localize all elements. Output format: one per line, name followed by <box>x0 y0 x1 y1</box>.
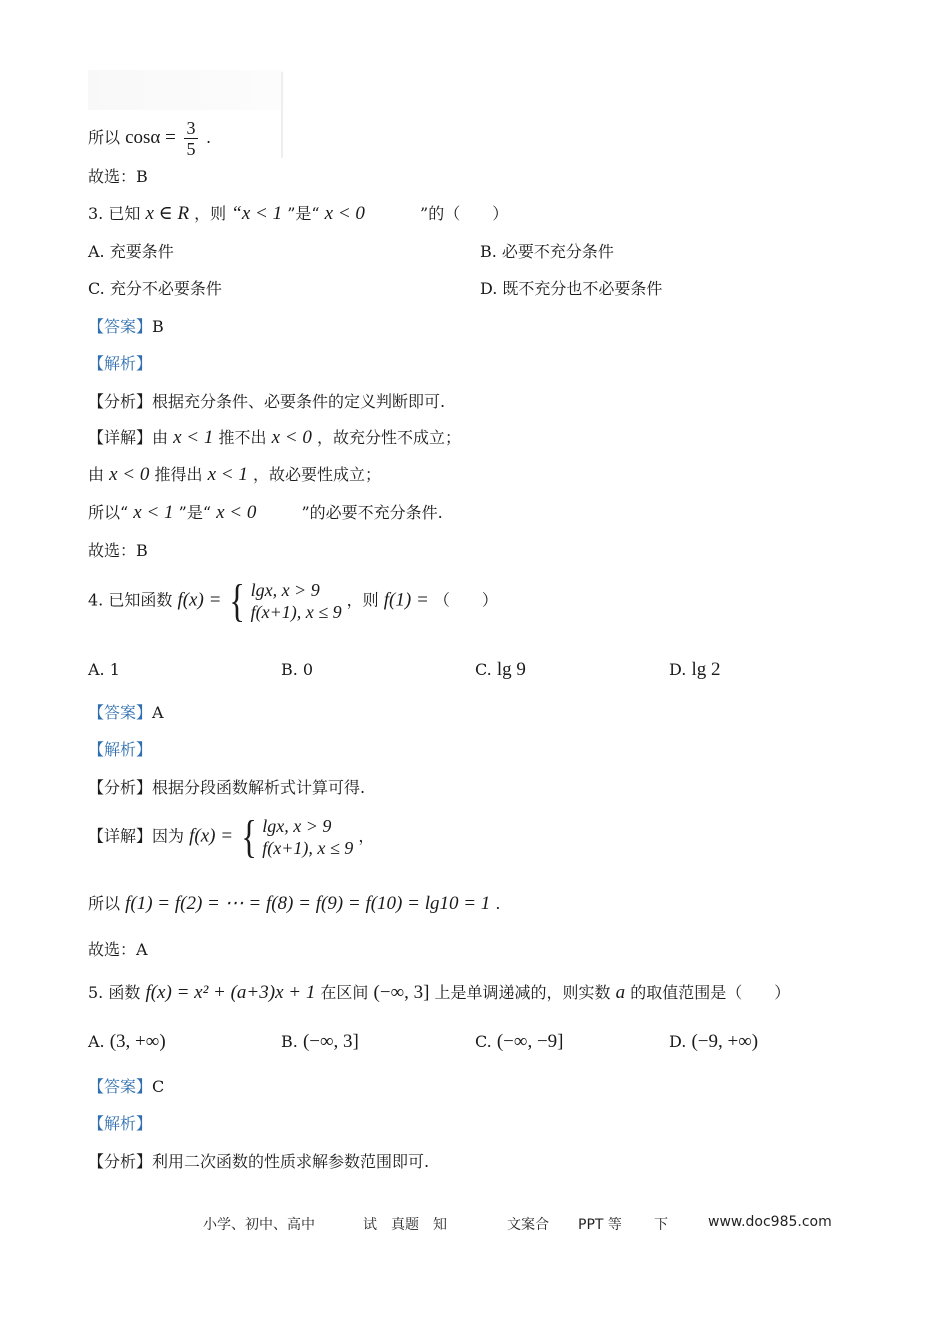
text: 推得出 <box>154 465 203 484</box>
xiangjie-tag: 【详解】 <box>88 428 153 447</box>
option-value: (−∞, 3] <box>302 1031 359 1052</box>
q4-option-b[interactable]: B. 0 <box>281 660 314 679</box>
option-value: (−9, +∞) <box>691 1031 759 1052</box>
text: ”是“ <box>287 204 320 223</box>
q5-answer <box>88 1076 164 1098</box>
math-fx: f(x) = <box>177 589 222 611</box>
text: 的取值范围是（ ） <box>630 983 791 1002</box>
q3-analysis-tag: 【解析】 <box>88 354 153 373</box>
q3-number: 3. 已知 <box>88 204 141 223</box>
text: 在区间 <box>320 983 369 1002</box>
fenxi-text: 根据充分条件、必要条件的定义判断即可. <box>152 392 446 411</box>
option-label: C. <box>475 660 492 679</box>
option-label: C. <box>475 1032 492 1051</box>
text: 所以“ <box>88 503 129 522</box>
text: ，则 <box>194 204 227 223</box>
fraction-three-fifths <box>184 118 198 159</box>
text: 所以 <box>88 894 121 913</box>
text: ”的（ ） <box>420 204 509 223</box>
period: . <box>495 894 501 913</box>
q3-choice: 故选：B <box>88 541 148 560</box>
cos-expression: cosα = <box>125 127 176 148</box>
text: 由 <box>152 428 169 447</box>
q3-detail-3 <box>88 502 443 524</box>
q5-analysis-tag: 【解析】 <box>88 1114 153 1133</box>
q5-option-d[interactable] <box>669 1031 758 1053</box>
math-x-in-R: x ∈ R <box>145 203 190 224</box>
period: . <box>206 128 212 147</box>
text: ”的必要不充分条件. <box>301 503 443 522</box>
q5-stem <box>88 982 790 1004</box>
text: ，故必要性成立； <box>252 465 381 484</box>
text-prefix: 所以 <box>88 128 121 147</box>
q4-choice: 故选：A <box>88 940 148 959</box>
q5-option-a[interactable] <box>88 1031 166 1053</box>
text: ，则 <box>346 590 379 610</box>
q4-detail-1 <box>88 811 375 862</box>
q3-detail-1 <box>88 427 461 449</box>
text: 上是单调递减的，则实数 <box>434 983 611 1002</box>
option-value: lg 9 <box>496 659 526 680</box>
case-1: lgx, x > 9 <box>262 816 332 836</box>
q3-answer <box>88 316 164 338</box>
option-label: A. <box>88 1032 105 1051</box>
footer-url[interactable]: www.doc985.com <box>708 1214 832 1230</box>
math-x-lt-1: x < 1 <box>207 464 248 485</box>
q5-fenxi <box>88 1151 429 1173</box>
math-x-lt-1: “x < 1 <box>231 203 283 224</box>
math-x-lt-0: x < 0 <box>324 203 365 224</box>
case-2: f(x+1), x ≤ 9 <box>250 602 342 622</box>
math-x-lt-1: x < 1 <box>173 427 214 448</box>
option-value: lg 2 <box>691 659 721 680</box>
fenxi-tag: 【分析】 <box>88 778 153 797</box>
fraction-denominator: 5 <box>186 139 196 159</box>
math-fx: f(x) = <box>189 825 234 847</box>
xiangjie-tag: 【详解】 <box>88 826 153 846</box>
answer-value: C <box>152 1077 165 1096</box>
text: ”是“ <box>178 503 212 522</box>
math-interval: (−∞, 3] <box>373 982 430 1003</box>
footer-mid-4: 下 <box>654 1217 668 1233</box>
q3-stem <box>88 203 508 225</box>
math-chain: f(1) = f(2) = ⋯ = f(8) = f(9) = f(10) = lg10 = 1 <box>125 893 491 914</box>
q5-number: 5. 函数 <box>88 983 141 1002</box>
case-2: f(x+1), x ≤ 9 <box>262 838 354 858</box>
math-x-lt-1: x < 1 <box>133 502 174 523</box>
math-x-lt-0: x < 0 <box>216 502 257 523</box>
footer-mid-1: 试 真题 知 <box>363 1217 447 1233</box>
piecewise-function: { lgx, x > 9 f(x+1), x ≤ 9 <box>241 811 354 862</box>
answer-tag: 【答案】 <box>88 703 153 722</box>
option-label: D. <box>669 1032 687 1051</box>
q4-option-d[interactable] <box>669 659 720 681</box>
case-1: lgx, x > 9 <box>250 580 320 600</box>
fraction-numerator: 3 <box>186 118 196 138</box>
fenxi-tag: 【分析】 <box>88 392 153 411</box>
q4-answer <box>88 702 164 724</box>
option-label: B. <box>281 1032 298 1051</box>
answer-tag: 【答案】 <box>88 1077 153 1096</box>
q4-fenxi <box>88 777 365 799</box>
text: 由 <box>88 465 105 484</box>
footer-mid-2: 文案合 <box>507 1217 549 1233</box>
q4-detail-2 <box>88 893 501 915</box>
fenxi-tag: 【分析】 <box>88 1152 153 1171</box>
q3-option-c[interactable]: C. 充分不必要条件 <box>88 279 222 298</box>
math-f1: f(1) = <box>383 589 429 611</box>
q4-analysis-tag: 【解析】 <box>88 740 153 759</box>
q5-option-b[interactable] <box>281 1031 359 1053</box>
option-value: (−∞, −9] <box>496 1031 564 1052</box>
math-x-lt-0: x < 0 <box>109 464 150 485</box>
answer-tag: 【答案】 <box>88 317 153 336</box>
q3-option-d[interactable]: D. 既不充分也不必要条件 <box>480 279 663 298</box>
fenxi-text: 根据分段函数解析式计算可得. <box>152 778 366 797</box>
option-label: D. <box>669 660 687 679</box>
faded-divider <box>281 72 283 158</box>
q3-option-a[interactable]: A. 充要条件 <box>88 242 174 261</box>
q3-option-b[interactable]: B. 必要不充分条件 <box>480 242 614 261</box>
answer-value: B <box>152 317 164 336</box>
math-quadratic: f(x) = x² + (a+3)x + 1 <box>145 982 316 1003</box>
q4-option-a[interactable]: A. 1 <box>88 660 120 679</box>
math-x-lt-0: x < 0 <box>271 427 312 448</box>
q5-option-c[interactable] <box>475 1031 564 1053</box>
option-value: (3, +∞) <box>109 1031 166 1052</box>
q3-fenxi <box>88 391 445 413</box>
q4-stem <box>88 575 498 626</box>
faded-image-fragment <box>88 70 283 110</box>
answer-value: A <box>152 703 164 722</box>
q4-number: 4. 已知函数 <box>88 590 173 610</box>
footer-mid-3: PPT 等 <box>578 1217 622 1233</box>
q3-detail-2 <box>88 464 381 486</box>
footer-left: 小学、初中、高中 <box>203 1217 315 1233</box>
text: 因为 <box>152 826 185 846</box>
text: 推不出 <box>218 428 267 447</box>
text: ， <box>358 826 375 846</box>
cos-result-line <box>88 118 211 159</box>
q4-option-c[interactable] <box>475 659 526 681</box>
choice-line-q2: 故选：B <box>88 167 148 186</box>
text: ，故充分性不成立； <box>316 428 461 447</box>
fenxi-text: 利用二次函数的性质求解参数范围即可. <box>152 1152 430 1171</box>
piecewise-function: { lgx, x > 9 f(x+1), x ≤ 9 <box>229 575 342 626</box>
math-a: a <box>615 982 626 1003</box>
text: （ ） <box>433 590 498 610</box>
